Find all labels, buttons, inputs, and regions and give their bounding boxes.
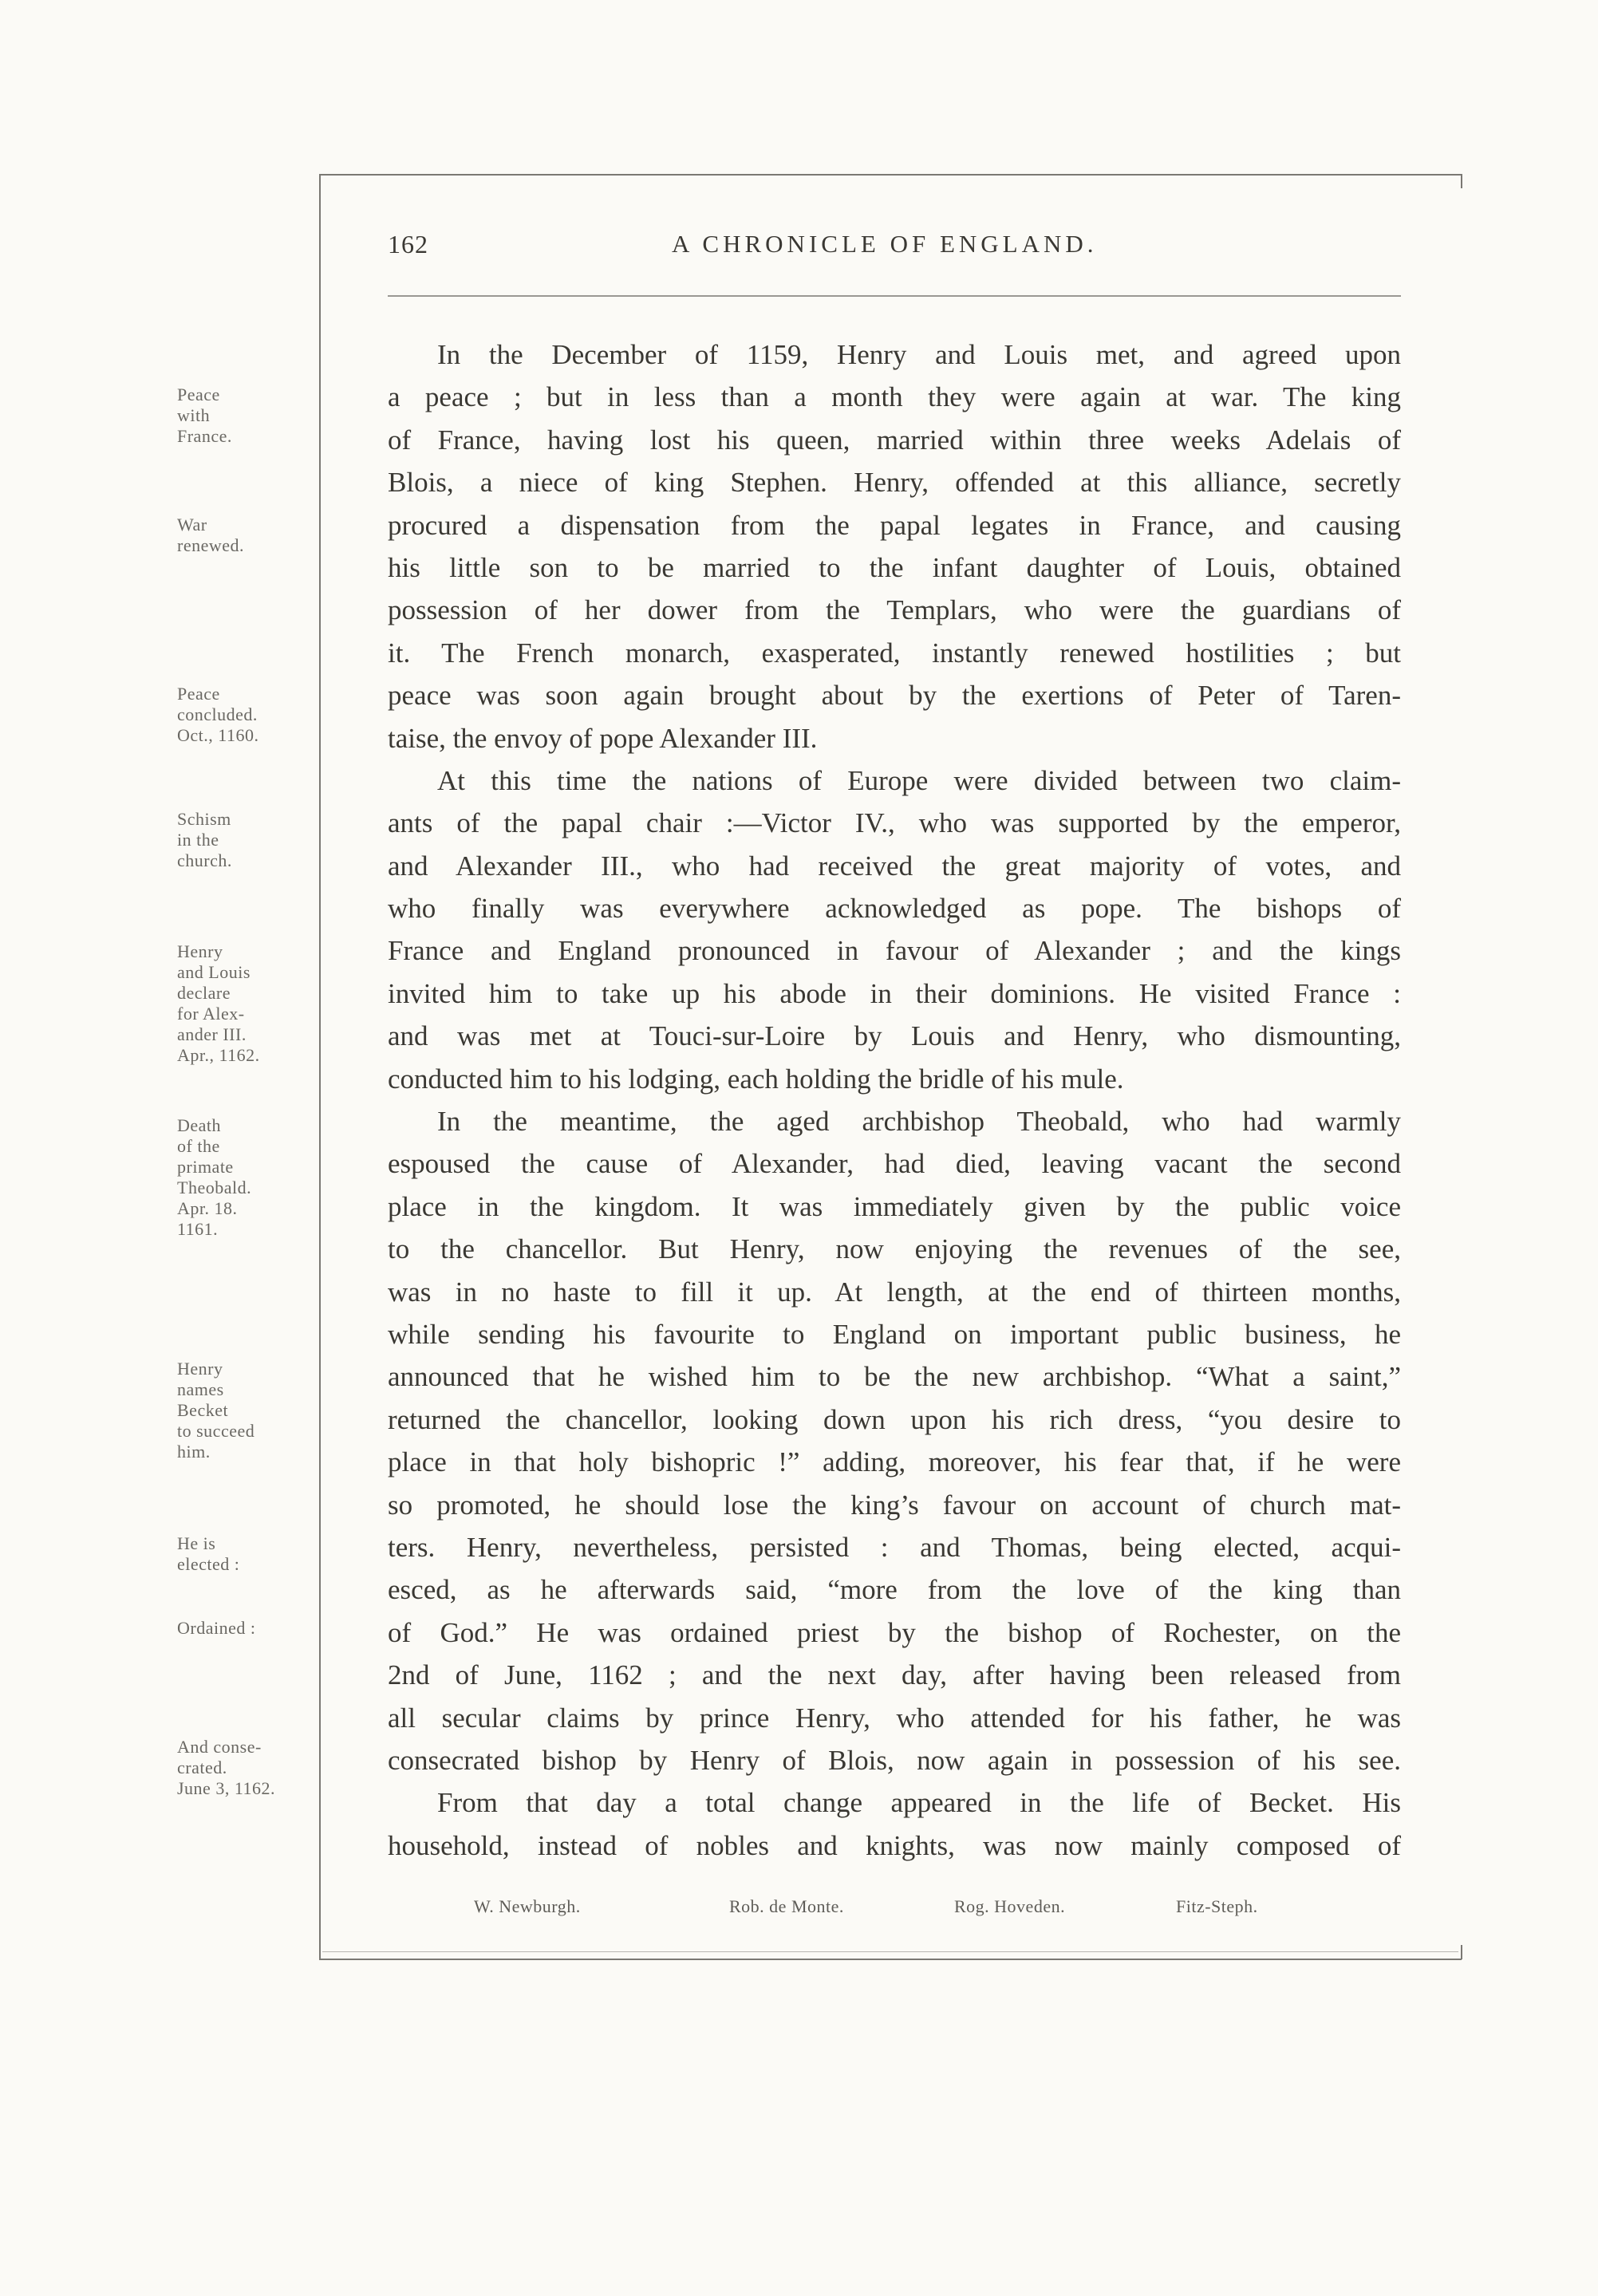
source-reference: Rob. de Monte. xyxy=(729,1896,844,1916)
sidenote: Henry and Louis declare for Alex- ander III. Apr., 1162. xyxy=(177,941,260,1065)
text-line: France and England pronounced in favour of Alexander ; and the kings xyxy=(388,935,1401,967)
sidenote: And conse- crated. June 3, 1162. xyxy=(177,1737,276,1798)
text-line: peace was soon again brought about by the exertions of Peter of Taren- xyxy=(388,680,1401,712)
text-line: of God.” He was ordained priest by the bishop of Rochester, on the xyxy=(388,1616,1401,1648)
sidenote: Schism in the church. xyxy=(177,809,232,870)
text-line: 2nd of June, 1162 ; and the next day, after having been released from xyxy=(388,1659,1401,1691)
text-line: all secular claims by prince Henry, who attended for his father, he was xyxy=(388,1702,1401,1734)
page-frame-right-rule-lower xyxy=(1461,1945,1462,1959)
page-frame-top-rule xyxy=(319,174,1462,176)
text-line: and was met at Touci-sur-Loire by Louis and Henry, who dismounting, xyxy=(388,1020,1401,1052)
sidenote: Peace with France. xyxy=(177,385,232,446)
header-rule xyxy=(388,295,1401,297)
text-line: In the meantime, the aged archbishop Theobald, who had warmly xyxy=(437,1106,1401,1138)
sidenote: Peace concluded. Oct., 1160. xyxy=(177,684,259,745)
text-line: so promoted, he should lose the king’s favour on account of church mat- xyxy=(388,1489,1401,1521)
text-line: to the chancellor. But Henry, now enjoying the revenues of the see, xyxy=(388,1233,1401,1265)
text-line: who finally was everywhere acknowledged as pope. The bishops of xyxy=(388,893,1401,925)
text-line: ants of the papal chair :—Victor IV., who was supported by the emperor, xyxy=(388,807,1401,839)
text-line: a peace ; but in less than a month they were again at war. The king xyxy=(388,381,1401,413)
text-line: taise, the envoy of pope Alexander III. xyxy=(388,722,818,754)
sidenote: War renewed. xyxy=(177,515,245,555)
text-line: place in that holy bishopric !” adding, moreover, his fear that, if he were xyxy=(388,1446,1401,1478)
sidenote: Ordained : xyxy=(177,1618,256,1638)
source-reference: Rog. Hoveden. xyxy=(954,1896,1066,1916)
text-line: while sending his favourite to England on important public business, he xyxy=(388,1318,1401,1350)
text-line: and Alexander III., who had received the great majority of votes, and xyxy=(388,850,1401,882)
text-line: esced, as he afterwards said, “more from the love of the king than xyxy=(388,1574,1401,1606)
page-frame-right-rule xyxy=(1461,174,1462,188)
text-line: ters. Henry, nevertheless, persisted : and Thomas, being elected, acqui- xyxy=(388,1531,1401,1563)
text-line: Blois, a niece of king Stephen. Henry, offended at this alliance, secretly xyxy=(388,467,1401,499)
text-line: household, instead of nobles and knights, was now mainly composed of xyxy=(388,1829,1401,1861)
text-line: it. The French monarch, exasperated, instantly renewed hostilities ; but xyxy=(388,637,1401,669)
text-line: possession of her dower from the Templars, who were the guardians of xyxy=(388,594,1401,626)
page-frame-inner-rule xyxy=(322,1951,1458,1952)
text-line: place in the kingdom. It was immediately given by the public voice xyxy=(388,1190,1401,1222)
text-line: announced that he wished him to be the new archbishop. “What a saint,” xyxy=(388,1361,1401,1393)
text-line: of France, having lost his queen, married within three weeks Adelais of xyxy=(388,424,1401,456)
text-line: From that day a total change appeared in the life of Becket. His xyxy=(437,1787,1401,1819)
source-reference: Fitz-Steph. xyxy=(1176,1896,1258,1916)
text-line: consecrated bishop by Henry of Blois, now again in possession of his see. xyxy=(388,1744,1401,1776)
text-line: conducted him to his lodging, each holding the bridle of his mule. xyxy=(388,1063,1124,1095)
running-title: A CHRONICLE OF ENGLAND. xyxy=(672,230,1098,258)
text-line: In the December of 1159, Henry and Louis met, and agreed upon xyxy=(437,339,1401,370)
sidenote: He is elected : xyxy=(177,1533,240,1574)
text-line: At this time the nations of Europe were divided between two claim- xyxy=(437,764,1401,796)
text-line: invited him to take up his abode in their dominions. He visited France : xyxy=(388,977,1401,1009)
text-line: his little son to be married to the infant daughter of Louis, obtained xyxy=(388,551,1401,583)
sidenote: Henry names Becket to succeed him. xyxy=(177,1359,255,1462)
text-line: was in no haste to fill it up. At length, at the end of thirteen months, xyxy=(388,1276,1401,1308)
sidenote: Death of the primate Theobald. Apr. 18. 1161. xyxy=(177,1115,252,1239)
text-line: returned the chancellor, looking down upon his rich dress, “you desire to xyxy=(388,1403,1401,1435)
source-references xyxy=(388,1896,1401,1928)
text-line: procured a dispensation from the papal legates in France, and causing xyxy=(388,509,1401,541)
page-frame-bottom-rule xyxy=(319,1959,1462,1960)
page-number: 162 xyxy=(388,230,428,258)
text-line: espoused the cause of Alexander, had died, leaving vacant the second xyxy=(388,1148,1401,1180)
body-text xyxy=(388,333,1401,1867)
page-header xyxy=(388,230,1401,270)
source-reference: W. Newburgh. xyxy=(474,1896,581,1916)
